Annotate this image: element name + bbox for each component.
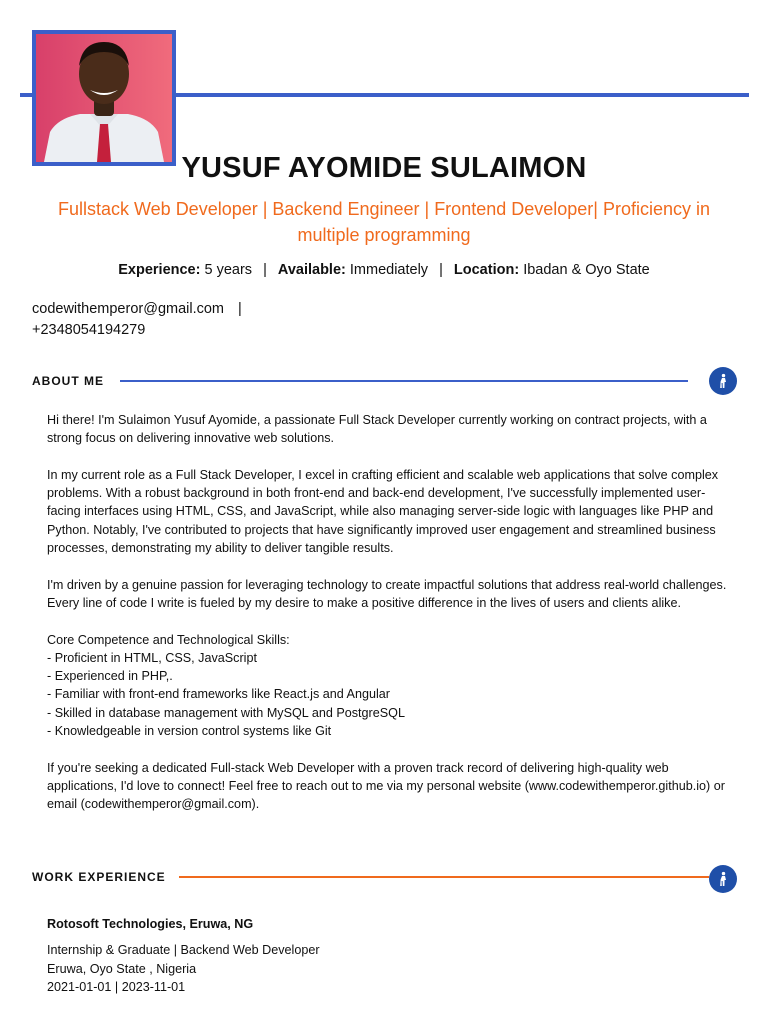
candidate-name: YUSUF AYOMIDE SULAIMON <box>181 152 587 184</box>
about-line: Hi there! I'm Sulaimon Yusuf Ayomide, a passionate Full Stack Developer currently working on contract projects, with a strong focus on delivering innovative web solutions. <box>47 413 707 446</box>
about-paragraph <box>47 411 727 448</box>
about-line: - Skilled in database management with MySQL and PostgreSQL <box>47 705 405 720</box>
about-line: - Familiar with front-end frameworks like React.js and Angular <box>47 687 390 702</box>
work-section-title: WORK EXPERIENCE <box>32 870 166 884</box>
about-section-rule <box>120 380 688 382</box>
walking-person-icon <box>709 367 737 395</box>
meta-separator: | <box>439 262 443 278</box>
available-value: Immediately <box>349 262 429 278</box>
contact-separator: | <box>238 301 242 317</box>
profile-photo <box>32 30 176 166</box>
job-role: Internship & Graduate | Backend Web Developer <box>47 943 320 958</box>
profile-photo-image <box>36 34 172 162</box>
email-link[interactable]: codewithemperor@gmail.com <box>32 301 225 317</box>
experience-label: Experience: <box>118 262 201 278</box>
walking-person-icon <box>709 865 737 893</box>
about-body <box>47 411 727 814</box>
job-dates: 2021-01-01 | 2023-11-01 <box>47 979 186 994</box>
about-line: If you're seeking a dedicated Full-stack Web Developer with a proven track record of delivering high-quality web applications, I'd love to connect! Feel free to reach out to me via my personal website (www.codewithemperor.github.io) or email (codewithemperor@gmail.com). <box>47 760 725 812</box>
about-paragraph <box>47 631 727 741</box>
about-paragraph <box>47 759 727 814</box>
work-section-rule <box>179 876 709 878</box>
available-label: Available: <box>277 262 346 278</box>
candidate-headline: Fullstack Web Developer | Backend Engineer | Frontend Developer| Proficiency in multiple programming <box>57 199 711 245</box>
job-entry <box>47 915 727 996</box>
about-line: - Knowledgeable in version control systems like Git <box>47 724 332 739</box>
contact-info <box>32 299 242 341</box>
meta-separator: | <box>263 262 267 278</box>
location-label: Location: <box>453 262 520 278</box>
location-value: Ibadan & Oyo State <box>523 262 650 278</box>
about-line: I'm driven by a genuine passion for leveraging technology to create impactful solutions that address real-world challenges. Every line of code I write is fueled by my desire to make a positive difference in the lives of users and clients alike. <box>47 577 727 610</box>
about-paragraph <box>47 576 727 613</box>
job-location: Eruwa, Oyo State , Nigeria <box>47 961 197 976</box>
job-company: Rotosoft Technologies, Eruwa, NG <box>47 917 254 931</box>
about-section-title: ABOUT ME <box>32 374 104 388</box>
about-paragraph <box>47 466 727 557</box>
about-line: Core Competence and Technological Skills: <box>47 632 290 647</box>
about-line: - Experienced in PHP,. <box>47 669 173 684</box>
about-line: - Proficient in HTML, CSS, JavaScript <box>47 650 257 665</box>
experience-value: 5 years <box>204 262 253 278</box>
phone-number[interactable]: +2348054194279 <box>32 322 146 338</box>
summary-meta <box>0 262 768 278</box>
about-line: In my current role as a Full Stack Developer, I excel in crafting efficient and scalable web applications that solve complex problems. With a robust background in both front-end and back-end development, I've successfully implemented user-facing interfaces using HTML, CSS, and JavaScript, while also managing server-side logic with languages like PHP and Python. Notably, I've contributed to projects that have significantly improved user engagement and streamlined business processes, demonstrating my ability to deliver tangible results. <box>47 467 719 556</box>
